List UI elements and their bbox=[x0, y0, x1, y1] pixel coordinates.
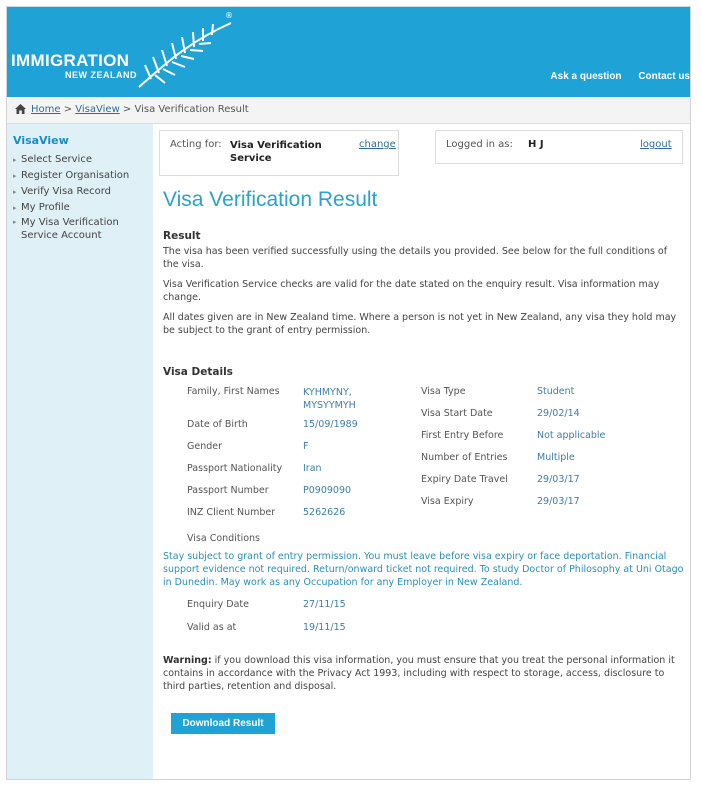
detail-row bbox=[187, 386, 280, 397]
detail-row bbox=[421, 474, 508, 485]
visa-details-heading: Visa Details bbox=[163, 366, 233, 378]
detail-row bbox=[421, 408, 493, 419]
detail-row bbox=[537, 408, 580, 419]
acting-for-box bbox=[159, 130, 399, 176]
enquiry-date-value: 27/11/15 bbox=[303, 599, 346, 610]
detail-value: 29/02/14 bbox=[537, 408, 580, 419]
detail-row bbox=[303, 441, 308, 452]
breadcrumb-current: Visa Verification Result bbox=[134, 104, 249, 115]
detail-row bbox=[303, 485, 351, 496]
detail-row bbox=[187, 599, 249, 610]
valid-as-at-label: Valid as at bbox=[187, 622, 237, 633]
breadcrumb-home-link[interactable]: Home bbox=[31, 104, 61, 115]
detail-label: Visa Expiry bbox=[421, 496, 474, 507]
detail-label: Passport Nationality bbox=[187, 463, 283, 474]
detail-label: Date of Birth bbox=[187, 419, 248, 430]
result-paragraph-3: All dates given are in New Zealand time. Where a person is not yet in New Zealand, any visa they hold may be subject to the grant of entry permission. bbox=[163, 312, 677, 336]
sidebar-item-register-organisation[interactable]: ▸ Register Organisation bbox=[13, 168, 151, 184]
detail-value: KYHMYNY, MYSYYMYH bbox=[303, 387, 356, 411]
detail-value: 15/09/1989 bbox=[303, 419, 358, 430]
sidebar-item-my-profile[interactable]: ▸ My Profile bbox=[13, 200, 151, 216]
detail-label: Family, First Names bbox=[187, 386, 280, 397]
enquiry-date-label: Enquiry Date bbox=[187, 599, 249, 610]
fern-logo-icon bbox=[131, 13, 241, 93]
detail-value: 5262626 bbox=[303, 507, 346, 518]
site-header bbox=[7, 7, 690, 97]
result-section bbox=[163, 230, 685, 337]
detail-row bbox=[421, 452, 507, 463]
detail-value: Student bbox=[537, 386, 575, 397]
sidebar-item-select-service[interactable]: ▸ Select Service bbox=[13, 152, 151, 168]
warning-body: if you download this visa information, you must ensure that you treat the personal information it contains in accordance with the Privacy Act 1993, including with respect to storage, access, disclosure to third parties, retention and disposal. bbox=[163, 655, 675, 692]
sidebar bbox=[7, 124, 153, 779]
valid-as-at-value: 19/11/15 bbox=[303, 622, 346, 633]
warning-text bbox=[163, 654, 685, 693]
detail-row bbox=[537, 474, 580, 485]
detail-label: Number of Entries bbox=[421, 452, 508, 463]
detail-row bbox=[303, 419, 358, 430]
change-link[interactable]: change bbox=[359, 139, 396, 150]
detail-row bbox=[187, 419, 248, 430]
logged-in-box bbox=[435, 130, 683, 164]
sidebar-item-verify-visa-record[interactable]: ▸ Verify Visa Record bbox=[13, 184, 151, 200]
detail-label: Visa Type bbox=[421, 386, 466, 397]
detail-value: Iran bbox=[303, 463, 322, 474]
contact-us-link[interactable]: Contact us bbox=[638, 71, 690, 82]
main-content bbox=[153, 124, 690, 779]
detail-row bbox=[303, 386, 393, 412]
logged-in-label: Logged in as: bbox=[446, 139, 513, 150]
detail-value: P0909090 bbox=[303, 485, 352, 496]
breadcrumb-separator: > bbox=[119, 104, 135, 115]
registered-mark: ® bbox=[225, 11, 233, 20]
acting-for-value: Visa Verification Service bbox=[230, 140, 322, 164]
detail-row bbox=[537, 452, 575, 463]
result-heading: Result bbox=[163, 230, 201, 242]
sidebar-item-my-account[interactable]: ▸ My Visa Verification Service Account bbox=[13, 216, 151, 242]
visa-conditions-text: Stay subject to grant of entry permission. You must leave before visa expiry or face deportation. Financial support evidence not required. Return/onward ticket not required. To study Doctor of Philosophy at Uni Otago in Dunedin. May work as any Occupation for any Employer in New Zealand. bbox=[163, 551, 684, 588]
detail-label: Passport Number bbox=[187, 485, 269, 496]
logout-link[interactable]: logout bbox=[640, 139, 672, 150]
detail-row bbox=[421, 496, 474, 507]
detail-value: 29/03/17 bbox=[537, 496, 580, 507]
detail-row bbox=[303, 599, 346, 610]
detail-row bbox=[187, 485, 269, 496]
sidebar-title[interactable]: VisaView bbox=[13, 134, 69, 147]
detail-row bbox=[421, 430, 503, 441]
page-frame bbox=[6, 6, 691, 780]
detail-row bbox=[303, 463, 322, 474]
detail-label: Visa Start Date bbox=[421, 408, 493, 419]
result-paragraph-2: Visa Verification Service checks are valid for the date stated on the enquiry result. Visa information may change. bbox=[163, 279, 660, 303]
acting-for-label: Acting for: bbox=[170, 139, 222, 150]
detail-label: Expiry Date Travel bbox=[421, 474, 508, 485]
header-links bbox=[536, 71, 690, 82]
detail-label: Gender bbox=[187, 441, 223, 452]
page-title: Visa Verification Result bbox=[163, 188, 378, 211]
detail-row bbox=[537, 496, 580, 507]
result-paragraph-1: The visa has been verified successfully using the details you provided. See below for the full conditions of the visa. bbox=[163, 246, 668, 270]
breadcrumb-separator: > bbox=[60, 104, 76, 115]
detail-row bbox=[187, 622, 236, 633]
detail-row bbox=[421, 386, 466, 397]
visa-conditions-label bbox=[187, 533, 260, 544]
detail-value: 29/03/17 bbox=[537, 474, 580, 485]
detail-row bbox=[537, 430, 605, 441]
detail-label: Visa Conditions bbox=[187, 533, 261, 544]
detail-value: Not applicable bbox=[537, 430, 606, 441]
detail-row bbox=[187, 463, 282, 474]
breadcrumb-visaview-link[interactable]: VisaView bbox=[75, 104, 120, 115]
logo-title[interactable]: IMMIGRATION bbox=[11, 51, 130, 70]
ask-question-link[interactable]: Ask a question bbox=[550, 71, 622, 82]
home-icon[interactable] bbox=[15, 99, 26, 125]
detail-row bbox=[303, 622, 346, 633]
sidebar-menu bbox=[13, 152, 151, 242]
detail-row bbox=[537, 386, 574, 397]
breadcrumb bbox=[7, 97, 690, 124]
logged-in-user: H J bbox=[528, 139, 544, 150]
detail-label: First Entry Before bbox=[421, 430, 504, 441]
detail-value: Multiple bbox=[537, 452, 575, 463]
warning-label: Warning: bbox=[163, 655, 212, 666]
detail-row bbox=[187, 441, 222, 452]
detail-row bbox=[303, 507, 345, 518]
logo-subtitle[interactable]: NEW ZEALAND bbox=[65, 70, 137, 80]
download-result-button[interactable]: Download Result bbox=[171, 713, 275, 734]
detail-label: INZ Client Number bbox=[187, 507, 276, 518]
detail-row bbox=[187, 507, 275, 518]
detail-value: F bbox=[303, 441, 309, 452]
